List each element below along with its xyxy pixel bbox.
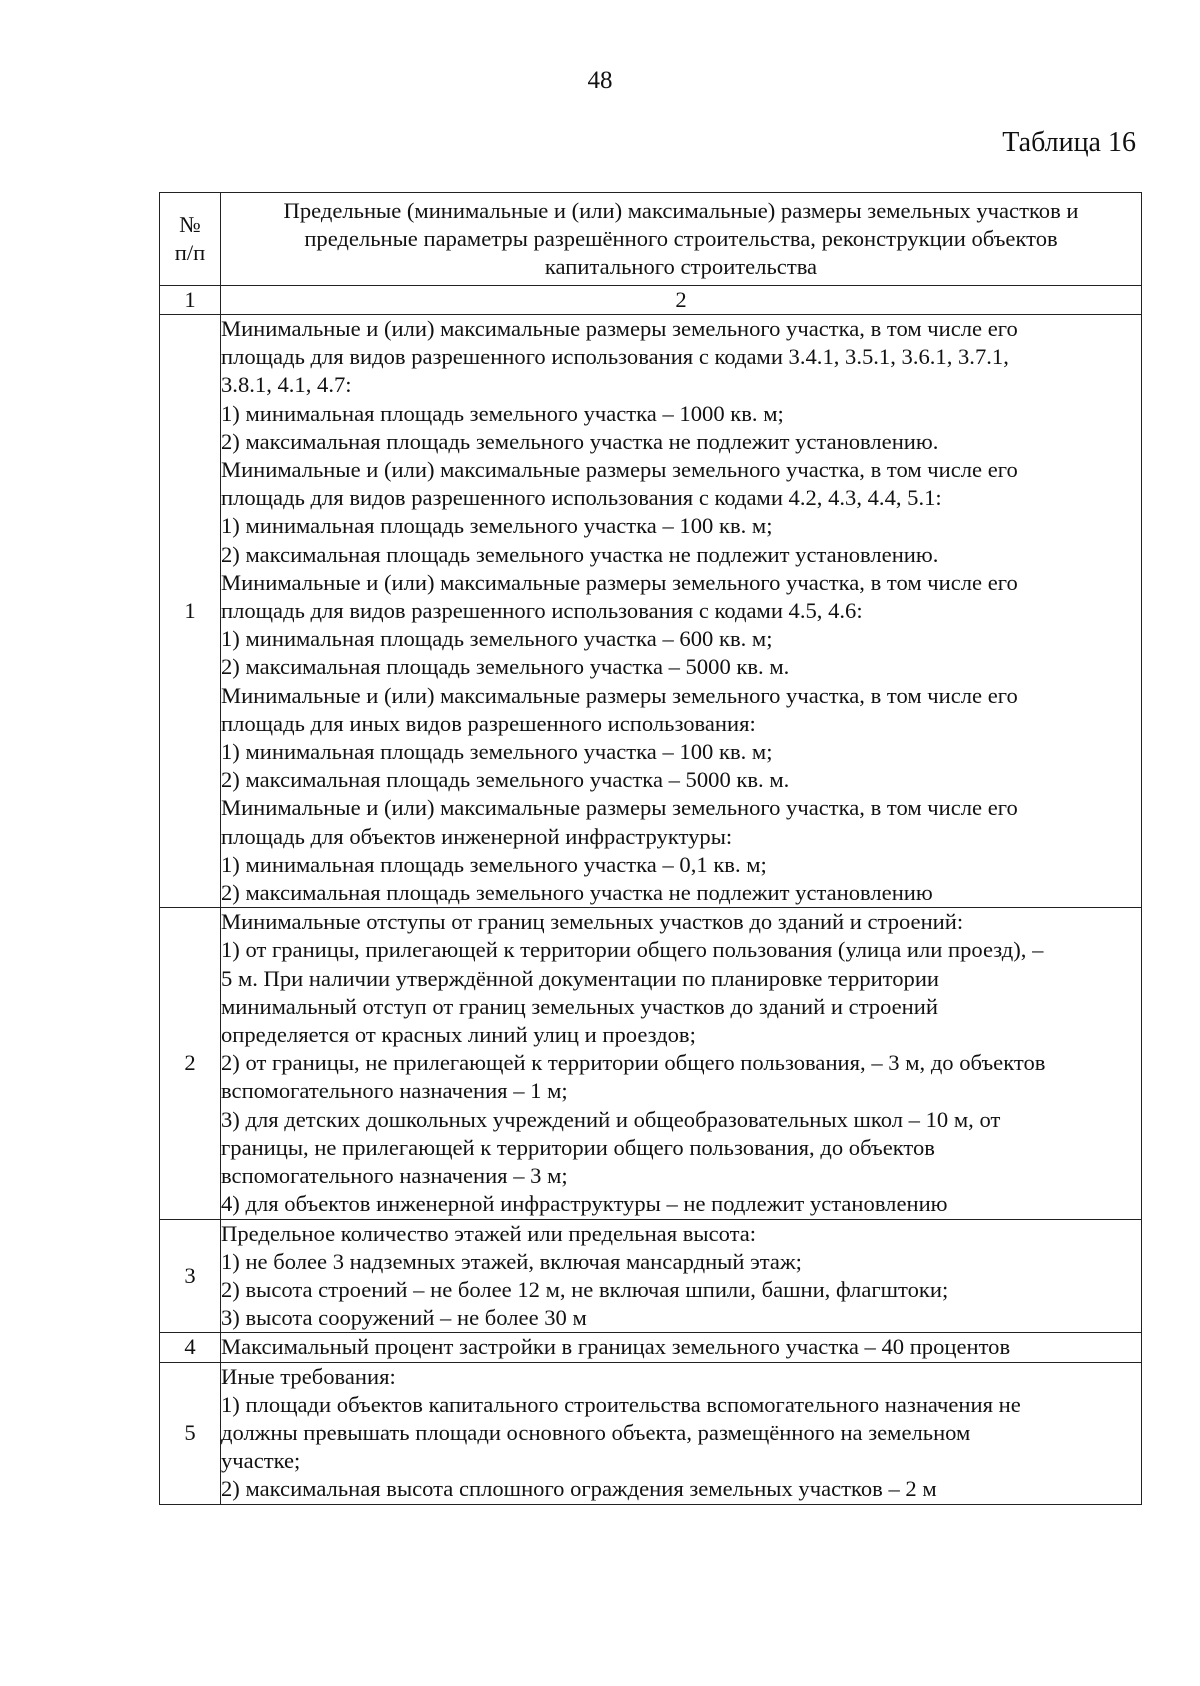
row-content-line: 1) минимальная площадь земельного участка – 0,1 кв. м;	[221, 851, 767, 877]
row-content-line: Максимальный процент застройки в границах земельного участка – 40 процентов	[221, 1334, 1011, 1360]
row-content-line: 1) площади объектов капитального строительства вспомогательного назначения не	[221, 1391, 1021, 1417]
row-content-line: 2) максимальная площадь земельного участка – 5000 кв. м.	[221, 654, 790, 680]
header-title-line: предельные параметры разрешённого строительства, реконструкции объектов	[304, 225, 1058, 251]
row-content-line: 1) минимальная площадь земельного участка – 1000 кв. м;	[221, 400, 784, 426]
row-content-line: 4) для объектов инженерной инфраструктуры – не подлежит установлению	[221, 1191, 948, 1217]
table-row	[160, 1219, 1142, 1333]
row-content-line: должны превышать площади основного объекта, размещённого на земельном	[221, 1419, 971, 1445]
row-content-line: 2) от границы, не прилегающей к территории общего пользования, – 3 м, до объектов	[221, 1050, 1046, 1076]
header-title-cell	[221, 193, 1142, 286]
row-content-line: 5 м. При наличии утверждённой документации по планировке территории	[221, 965, 940, 991]
row-content-line: площадь для иных видов разрешенного использования:	[221, 710, 756, 736]
header-title-line: Предельные (минимальные и (или) максимальные) размеры земельных участков и	[283, 197, 1079, 223]
row-content-line: границы, не прилегающей к территории общего пользования, до объектов	[221, 1134, 935, 1160]
header-title-line: капитального строительства	[544, 254, 818, 280]
row-content-line: определяется от красных линий улиц и проездов;	[221, 1022, 696, 1048]
table-row	[160, 315, 1142, 908]
row-content-line: 3.8.1, 4.1, 4.7:	[221, 372, 352, 398]
header-number-cell	[160, 193, 221, 286]
row-content	[221, 1333, 1142, 1362]
row-number: 4	[160, 1333, 221, 1362]
row-content-line: 2) максимальная площадь земельного участка не подлежит установлению.	[221, 541, 939, 567]
row-number: 2	[160, 908, 221, 1219]
row-content-line: Минимальные и (или) максимальные размеры земельного участка, в том числе его	[221, 795, 1018, 821]
row-content-line: 3) высота сооружений – не более 30 м	[221, 1305, 587, 1331]
row-content-line: 1) минимальная площадь земельного участка – 100 кв. м;	[221, 739, 773, 765]
row-content-line: Предельное количество этажей или предельная высота:	[221, 1220, 757, 1246]
table-row	[160, 908, 1142, 1219]
table-row	[160, 1333, 1142, 1362]
row-content-line: 2) максимальная площадь земельного участка – 5000 кв. м.	[221, 767, 790, 793]
row-content-line: 1) не более 3 надземных этажей, включая мансардный этаж;	[221, 1248, 802, 1274]
row-content-line: участке;	[221, 1448, 301, 1474]
page-number: 48	[587, 67, 613, 94]
row-content-line: площадь для видов разрешенного использования с кодами 3.4.1, 3.5.1, 3.6.1, 3.7.1,	[221, 344, 1009, 370]
row-content-line: 2) высота строений – не более 12 м, не включая шпили, башни, флагштоки;	[221, 1276, 949, 1302]
column-index-1: 1	[160, 286, 221, 315]
row-content-line: Минимальные и (или) максимальные размеры земельного участка, в том числе его	[221, 569, 1018, 595]
table-caption: Таблица 16	[1002, 127, 1136, 158]
table-row	[160, 1362, 1142, 1504]
row-content-line: Минимальные и (или) максимальные размеры земельного участка, в том числе его	[221, 682, 1018, 708]
row-content-line: площадь для видов разрешенного использования с кодами 4.5, 4.6:	[221, 598, 863, 624]
row-content-line: 1) минимальная площадь земельного участка – 600 кв. м;	[221, 626, 773, 652]
row-number: 5	[160, 1362, 221, 1504]
row-content-line: 1) от границы, прилегающей к территории общего пользования (улица или проезд), –	[221, 937, 1044, 963]
row-content	[221, 1362, 1142, 1504]
table-header-row	[160, 193, 1142, 286]
row-content-line: вспомогательного назначения – 1 м;	[221, 1078, 568, 1104]
row-content	[221, 1219, 1142, 1333]
row-content-line: 1) минимальная площадь земельного участка – 100 кв. м;	[221, 513, 773, 539]
header-number-abbrev: п/п	[174, 240, 206, 265]
column-index-row	[160, 286, 1142, 315]
table-body	[160, 315, 1142, 1505]
regulations-table	[159, 192, 1142, 1505]
row-content	[221, 908, 1142, 1219]
column-index-2: 2	[221, 286, 1142, 315]
row-content-line: Минимальные отступы от границ земельных участков до зданий и строений:	[221, 909, 964, 935]
row-content-line: Иные требования:	[221, 1363, 396, 1389]
row-content-line: Минимальные и (или) максимальные размеры земельного участка, в том числе его	[221, 316, 1018, 341]
row-content-line: 2) максимальная площадь земельного участка не подлежит установлению	[221, 880, 933, 906]
row-content-line: площадь для объектов инженерной инфраструктуры:	[221, 823, 733, 849]
row-content-line: 2) максимальная площадь земельного участка не подлежит установлению.	[221, 428, 939, 454]
row-content-line: 2) максимальная высота сплошного ограждения земельных участков – 2 м	[221, 1476, 937, 1502]
row-content	[221, 315, 1142, 908]
row-content-line: вспомогательного назначения – 3 м;	[221, 1163, 568, 1189]
row-number: 1	[160, 315, 221, 908]
header-number-symbol: №	[179, 211, 201, 237]
row-number: 3	[160, 1219, 221, 1333]
row-content-line: 3) для детских дошкольных учреждений и общеобразовательных школ – 10 м, от	[221, 1106, 1001, 1132]
row-content-line: минимальный отступ от границ земельных участков до зданий и строений	[221, 993, 938, 1019]
row-content-line: площадь для видов разрешенного использования с кодами 4.2, 4.3, 4.4, 5.1:	[221, 485, 942, 511]
row-content-line: Минимальные и (или) максимальные размеры земельного участка, в том числе его	[221, 457, 1018, 483]
